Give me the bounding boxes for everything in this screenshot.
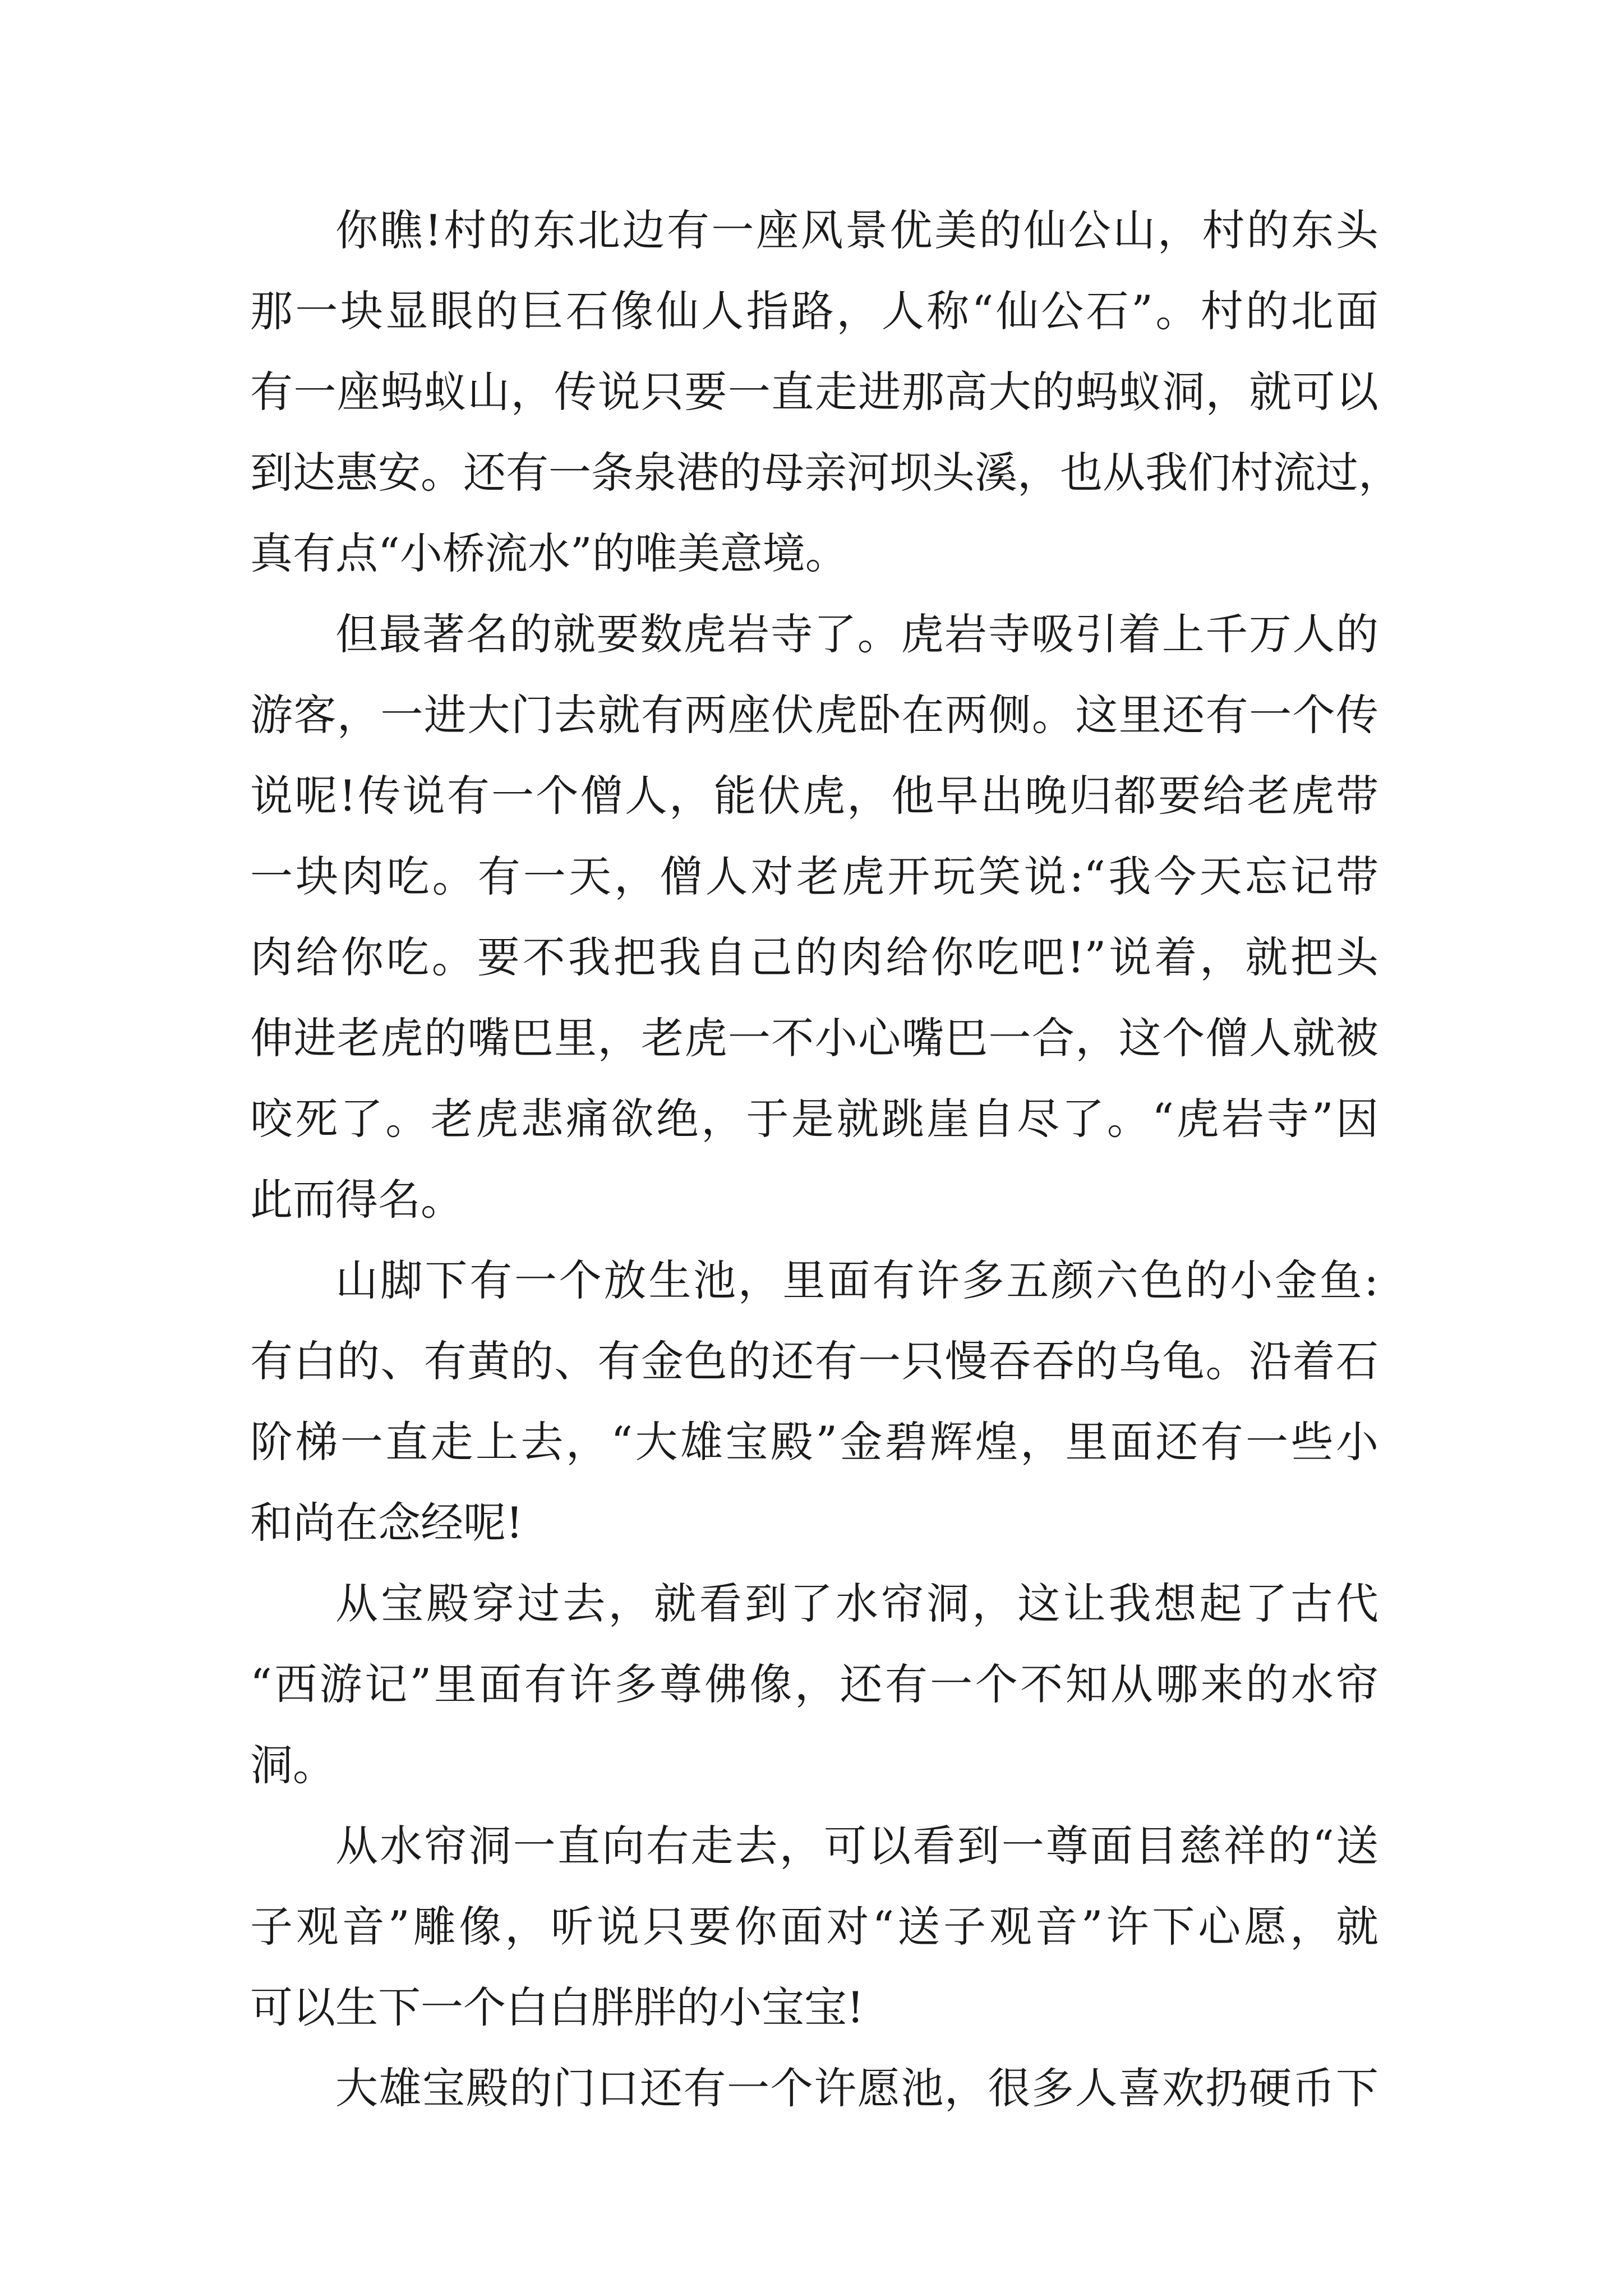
text-line: 你瞧!村的东北边有一座风景优美的仙公山，村的东头	[335, 205, 1378, 255]
body-text	[250, 191, 1401, 2129]
text-line: 有一座蚂蚁山，传说只要一直走进那高大的蚂蚁洞，就可以	[250, 367, 1378, 417]
text-line: 洞。	[250, 1740, 335, 1790]
text-line: 游客，一进大门去就有两座伏虎卧在两侧。这里还有一个传	[250, 690, 1378, 740]
text-line: 和尚在念经呢!	[250, 1498, 523, 1548]
text-line: 到达惠安。还有一条泉港的母亲河坝头溪，也从我们村流过，	[250, 448, 1401, 498]
text-line: 此而得名。	[250, 1175, 463, 1225]
text-line: 山脚下有一个放生池，里面有许多五颜六色的小金鱼:	[335, 1255, 1378, 1305]
text-line: 从宝殿穿过去，就看到了水帘洞，这让我想起了古代	[335, 1579, 1378, 1628]
text-line: 阶梯一直走上去，“大雄宝殿”金碧辉煌，里面还有一些小	[250, 1417, 1378, 1467]
text-line: 说呢!传说有一个僧人，能伏虎，他早出晚归都要给老虎带	[250, 771, 1378, 821]
text-line: 但最著名的就要数虎岩寺了。虎岩寺吸引着上千万人的	[335, 609, 1378, 659]
text-line: 肉给你吃。要不我把我自己的肉给你吃吧!”说着，就把头	[250, 932, 1378, 982]
text-line: 一块肉吃。有一天，僧人对老虎开玩笑说:“我今天忘记带	[250, 852, 1378, 901]
text-line: 真有点“小桥流水”的唯美意境。	[250, 528, 848, 578]
text-line: 那一块显眼的巨石像仙人指路，人称“仙公石”。村的北面	[250, 286, 1378, 336]
text-line: 有白的、有黄的、有金色的还有一只慢吞吞的乌龟。沿着石	[250, 1336, 1378, 1386]
text-line: 从水帘洞一直向右走去，可以看到一尊面目慈祥的“送	[335, 1821, 1378, 1871]
text-line: 子观音”雕像，听说只要你面对“送子观音”许下心愿，就	[250, 1902, 1378, 1952]
text-line: 咬死了。老虎悲痛欲绝，于是就跳崖自尽了。“虎岩寺”因	[250, 1094, 1378, 1144]
text-line: 可以生下一个白白胖胖的小宝宝!	[250, 1982, 864, 2032]
text-line: 伸进老虎的嘴巴里，老虎一不小心嘴巴一合，这个僧人就被	[250, 1013, 1378, 1063]
text-line: “西游记”里面有许多尊佛像，还有一个不知从哪来的水帘	[250, 1659, 1378, 1709]
text-line: 大雄宝殿的门口还有一个许愿池，很多人喜欢扔硬币下	[335, 2063, 1378, 2113]
